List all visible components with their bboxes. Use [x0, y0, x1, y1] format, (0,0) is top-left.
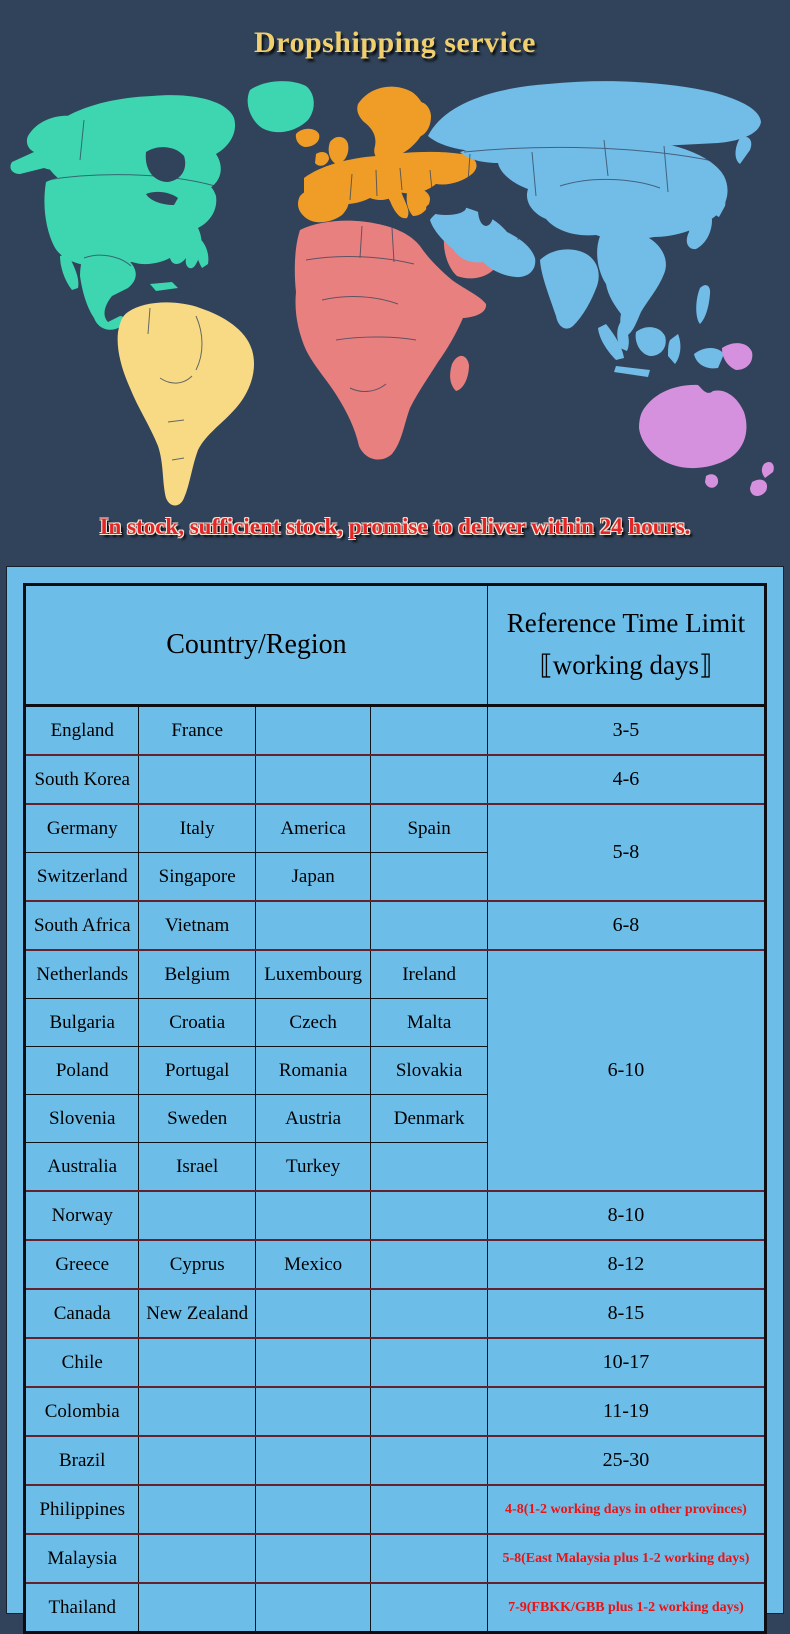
country-cell [255, 901, 370, 950]
country-cell: Thailand [25, 1583, 139, 1633]
country-cell: South Africa [25, 901, 139, 950]
continent-north-america [10, 81, 313, 330]
country-cell: Spain [371, 804, 487, 853]
country-cell [139, 1534, 255, 1583]
country-cell [255, 1485, 370, 1534]
table-row [25, 1289, 766, 1338]
country-cell [371, 1387, 487, 1436]
country-cell: Belgium [139, 950, 255, 999]
table-row [25, 1338, 766, 1387]
country-cell [371, 1289, 487, 1338]
country-cell [255, 755, 370, 804]
time-limit-header-line1: Reference Time Limit [506, 608, 746, 639]
time-limit-cell: 5-8 [487, 804, 765, 901]
country-cell: Brazil [25, 1436, 139, 1485]
time-limit-cell: 8-15 [487, 1289, 765, 1338]
country-cell: Chile [25, 1338, 139, 1387]
country-cell: Mexico [255, 1240, 370, 1289]
country-cell: New Zealand [139, 1289, 255, 1338]
country-cell: Colombia [25, 1387, 139, 1436]
country-cell [371, 1436, 487, 1485]
table-row [25, 1191, 766, 1240]
country-cell: Israel [139, 1143, 255, 1192]
country-cell: South Korea [25, 755, 139, 804]
country-cell: Cyprus [139, 1240, 255, 1289]
country-cell: Switzerland [25, 853, 139, 902]
country-cell [371, 1240, 487, 1289]
country-cell [371, 1485, 487, 1534]
continent-south-america [118, 302, 254, 505]
country-cell [371, 1143, 487, 1192]
country-region-header: Country/Region [25, 585, 488, 706]
country-cell: Luxembourg [255, 950, 370, 999]
country-cell: Austria [255, 1095, 370, 1143]
country-cell [255, 1289, 370, 1338]
shipping-table [23, 583, 767, 1634]
country-cell [371, 1338, 487, 1387]
time-limit-cell: 11-19 [487, 1387, 765, 1436]
time-limit-cell: 6-10 [487, 950, 765, 1191]
time-limit-cell: 5-8(East Malaysia plus 1-2 working days) [487, 1534, 765, 1583]
country-cell [371, 1191, 487, 1240]
country-cell: Croatia [139, 999, 255, 1047]
country-cell: Australia [25, 1143, 139, 1192]
country-cell [371, 755, 487, 804]
country-cell: Germany [25, 804, 139, 853]
country-cell: Ireland [371, 950, 487, 999]
country-cell [255, 1583, 370, 1633]
country-cell: England [25, 706, 139, 756]
table-row [25, 950, 766, 999]
country-cell [371, 706, 487, 756]
time-limit-header-line2: ⟦working days⟧ [539, 650, 713, 680]
country-cell [371, 1583, 487, 1633]
table-row [25, 1387, 766, 1436]
country-cell: Czech [255, 999, 370, 1047]
country-cell [255, 1387, 370, 1436]
country-cell: Slovenia [25, 1095, 139, 1143]
time-limit-cell: 3-5 [487, 706, 765, 756]
page-title: Dropshipping service [254, 26, 536, 59]
country-cell: Slovakia [371, 1047, 487, 1095]
table-row [25, 1436, 766, 1485]
time-limit-cell: 4-6 [487, 755, 765, 804]
country-cell [139, 755, 255, 804]
country-cell: Greece [25, 1240, 139, 1289]
country-cell [255, 1436, 370, 1485]
country-cell: France [139, 706, 255, 756]
country-cell [255, 706, 370, 756]
time-limit-cell: 4-8(1-2 working days in other provinces) [487, 1485, 765, 1534]
table-row [25, 1534, 766, 1583]
country-cell [139, 1485, 255, 1534]
country-cell [139, 1583, 255, 1633]
country-cell: Malaysia [25, 1534, 139, 1583]
country-cell [139, 1436, 255, 1485]
table-row [25, 804, 766, 853]
country-cell [371, 901, 487, 950]
country-cell: Philippines [25, 1485, 139, 1534]
country-cell [139, 1387, 255, 1436]
table-row [25, 1583, 766, 1633]
country-cell [371, 853, 487, 902]
country-cell [139, 1338, 255, 1387]
world-map [0, 78, 790, 510]
country-cell: Poland [25, 1047, 139, 1095]
country-cell: Norway [25, 1191, 139, 1240]
time-limit-cell: 8-12 [487, 1240, 765, 1289]
country-cell: Netherlands [25, 950, 139, 999]
country-cell [255, 1338, 370, 1387]
country-cell: Bulgaria [25, 999, 139, 1047]
country-cell: Romania [255, 1047, 370, 1095]
time-limit-cell: 8-10 [487, 1191, 765, 1240]
table-row [25, 901, 766, 950]
country-cell [255, 1534, 370, 1583]
country-cell: Singapore [139, 853, 255, 902]
continent-asia [428, 81, 761, 377]
table-row [25, 1485, 766, 1534]
country-cell: Japan [255, 853, 370, 902]
country-cell [371, 1534, 487, 1583]
stock-promise-banner: In stock, sufficient stock, promise to deliver within 24 hours. [99, 514, 691, 539]
country-cell: Denmark [371, 1095, 487, 1143]
country-cell: Canada [25, 1289, 139, 1338]
time-limit-cell: 7-9(FBKK/GBB plus 1-2 working days) [487, 1583, 765, 1633]
country-cell: Sweden [139, 1095, 255, 1143]
time-limit-cell: 10-17 [487, 1338, 765, 1387]
shipping-table-panel [6, 566, 784, 1618]
table-header-row [25, 585, 766, 706]
country-cell: Malta [371, 999, 487, 1047]
country-cell: Italy [139, 804, 255, 853]
country-cell: Turkey [255, 1143, 370, 1192]
time-limit-cell: 6-8 [487, 901, 765, 950]
country-cell: Vietnam [139, 901, 255, 950]
country-cell [255, 1191, 370, 1240]
country-cell: America [255, 804, 370, 853]
country-cell [139, 1191, 255, 1240]
country-cell: Portugal [139, 1047, 255, 1095]
table-row [25, 1240, 766, 1289]
table-row [25, 755, 766, 804]
table-row [25, 706, 766, 756]
time-limit-cell: 25-30 [487, 1436, 765, 1485]
time-limit-header [487, 585, 765, 706]
